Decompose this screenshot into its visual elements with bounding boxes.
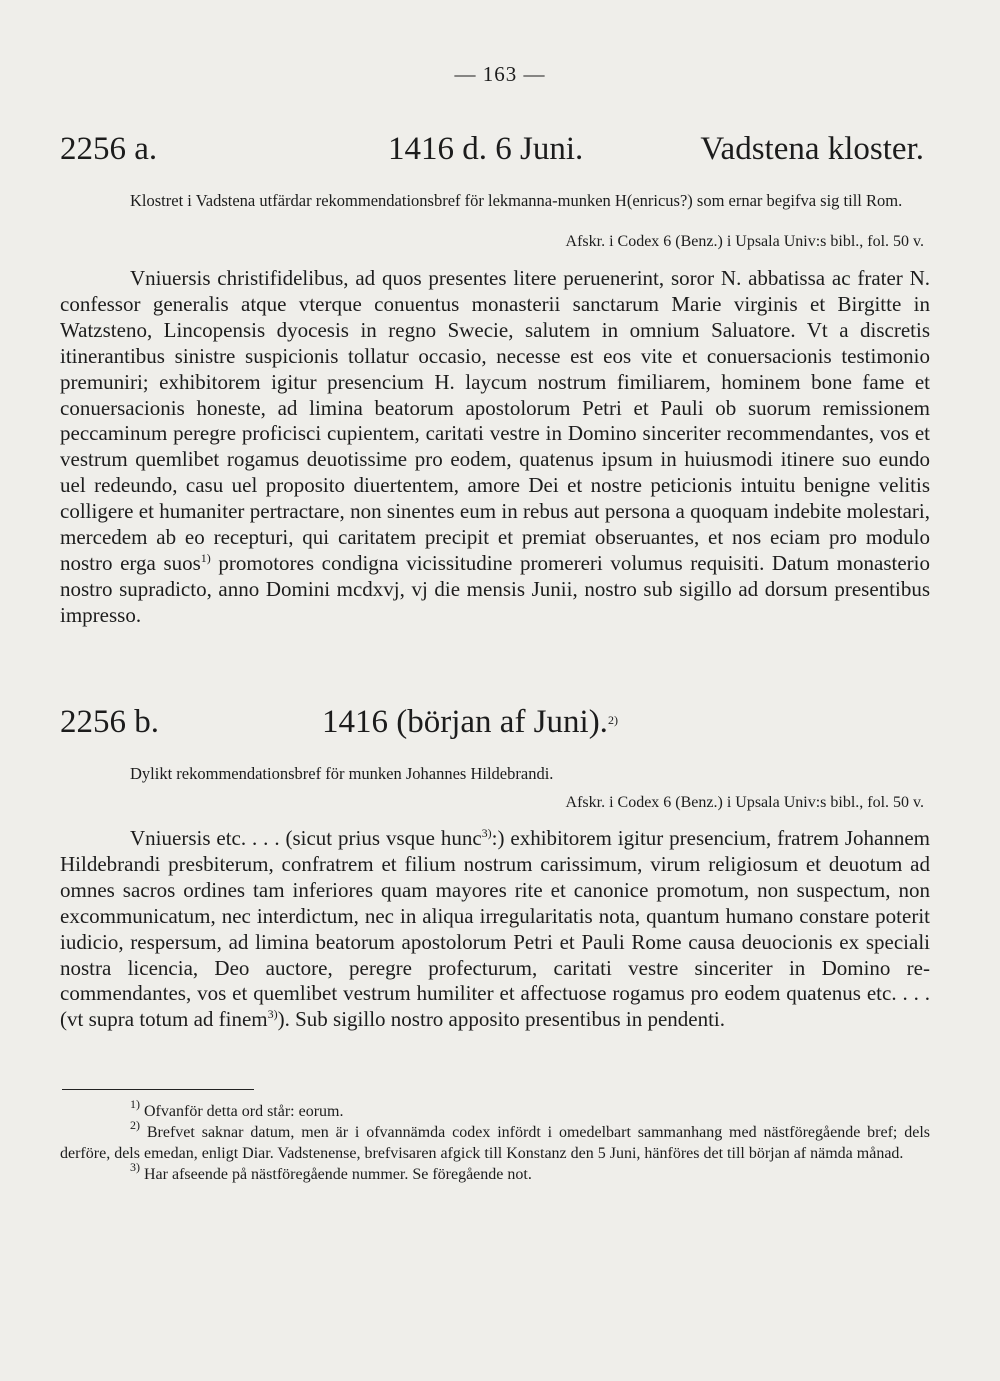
entry-summary-a: Klostret i Vadstena utfärdar rekommendationsbref för lekmanna-munken H(enricus?) som ernar begifva sig till Rom.	[130, 191, 903, 210]
entry-date: 1416 d. 6 Juni.	[388, 131, 584, 167]
entry-source-b: Afskr. i Codex 6 (Benz.) i Upsala Univ:s bibl., fol. 50 v.	[565, 794, 924, 811]
footnotes	[60, 1097, 931, 1185]
entry-heading-b	[60, 704, 928, 748]
text-part: Vniuersis etc. . . . (sicut prius vsque hunc	[130, 826, 482, 850]
page-number: — 163 —	[454, 62, 546, 86]
footnote-ref: 3)	[481, 826, 492, 840]
text-part: Vniuersis christifidelibus, ad quos presentes litere peruenerint, soror N. abbatissa ac frater N. confessor generalis atque vterque conuentus monasterii sanctarum Marie virginis et Birgitte in Watzsteno, Lincopensis dyocesis in regno Swecie, salutem in omnium Saluatore. Vt a discretis itinerantibus sinistre suspicionis tollatur occasio, necesse est eos vite et conuersacionis testimonio premuniri; exhibitorem igitur presencium H. laycum nostrum fimiliarem, hominem bone fame et conuersacionis honeste, ad limina beatorum apostolorum Petri et Pauli ob suorum remissionem peccaminum peregre proficisci cupientem, caritati vestre in Domino sinceriter recommendantes, vos et vestrum quemlibet rogamus deuotissime pro eodem, quatenus ipsum in huiusmodi itinere suo eundo uel redeundo, casu uel proposito diuertentem, amore Dei et nostre peticionis intuitu benigne velitis colligere et humaniter pertractare, non sinentes eum in rebus aut persona a quoquam indebite molestari, mercedem ab eo recepturi, qui caritatem precipit et premiat obseruantes, et nos eciam pro modulo nostro erga suos	[60, 266, 930, 575]
entry-text-a	[60, 266, 930, 629]
entry-date: 1416 (början af Juni).$^{2)}$	[322, 704, 618, 740]
footnote: $^{2)}$ Brefvet saknar datum, men är i ofvannämda codex infördt i omedelbart sammanhang med nästföregående bref; dels derföre, dels emedan, enligt Diar. Vadstenense, brefvisaren afgick till Konstanz den 5 Juni, hänföres det till början af nämda månad.	[60, 1118, 931, 1162]
footnote-ref: 1)	[200, 550, 211, 565]
entry-number: 2256 b.	[60, 704, 159, 740]
entry-text-b	[60, 826, 930, 1033]
entry-summary-b: Dylikt rekommendationsbref för munken Johannes Hildebrandi.	[130, 764, 554, 783]
entry-place: Vadstena kloster.	[700, 131, 924, 167]
text-part: ). Sub sigillo nostro apposito presentibus in pendenti.	[277, 1007, 726, 1032]
footnote: $^{3)}$ Har afseende på nästföregående nummer. Se föregående not.	[130, 1160, 532, 1183]
footnote: $^{1)}$ Ofvanför detta ord står: eorum.	[130, 1097, 344, 1120]
entry-number: 2256 a.	[60, 131, 158, 167]
text-part: :) exhibitorem igitur presencium, fratrem Johannem Hildebrandi presbiterum, confratrem et filium nostrum carissimum, virum religiosum et deuotum ad omnes sacros ordines tam inferiores quam mayores rite et canonice promotum, non suspectum, non excommunicatum, nec interdictum, nec in aliqua irregularitatis nota, quantum humano constare poterit iudicio, respersum, ad limina beatorum apostolorum Petri et Pauli Rome causa deuocionis ex speciali nostra licencia, Deo auctore, peregre profecturum, caritati vestre sinceriter in Domino recommendantes, vos et quemlibet vestrum humiliter et affectuose rogamus pro eodem quatenus etc. . . . (vt supra totum ad finem	[60, 826, 930, 1032]
footnote-divider	[62, 1089, 254, 1090]
entry-source-a: Afskr. i Codex 6 (Benz.) i Upsala Univ:s bibl., fol. 50 v.	[565, 233, 924, 250]
footnote-ref: 2)	[607, 713, 618, 727]
entry-heading-a	[60, 131, 928, 175]
text-part: promotores condigna vicissitudine promereri volumus requisiti. Datum monasterio nostro supradicto, anno Domini mcdxvj, vj die mensis Junii, nostro sub sigillo ad dorsum presentibus impresso.	[60, 550, 930, 627]
footnote-ref: 3)	[267, 1007, 278, 1022]
